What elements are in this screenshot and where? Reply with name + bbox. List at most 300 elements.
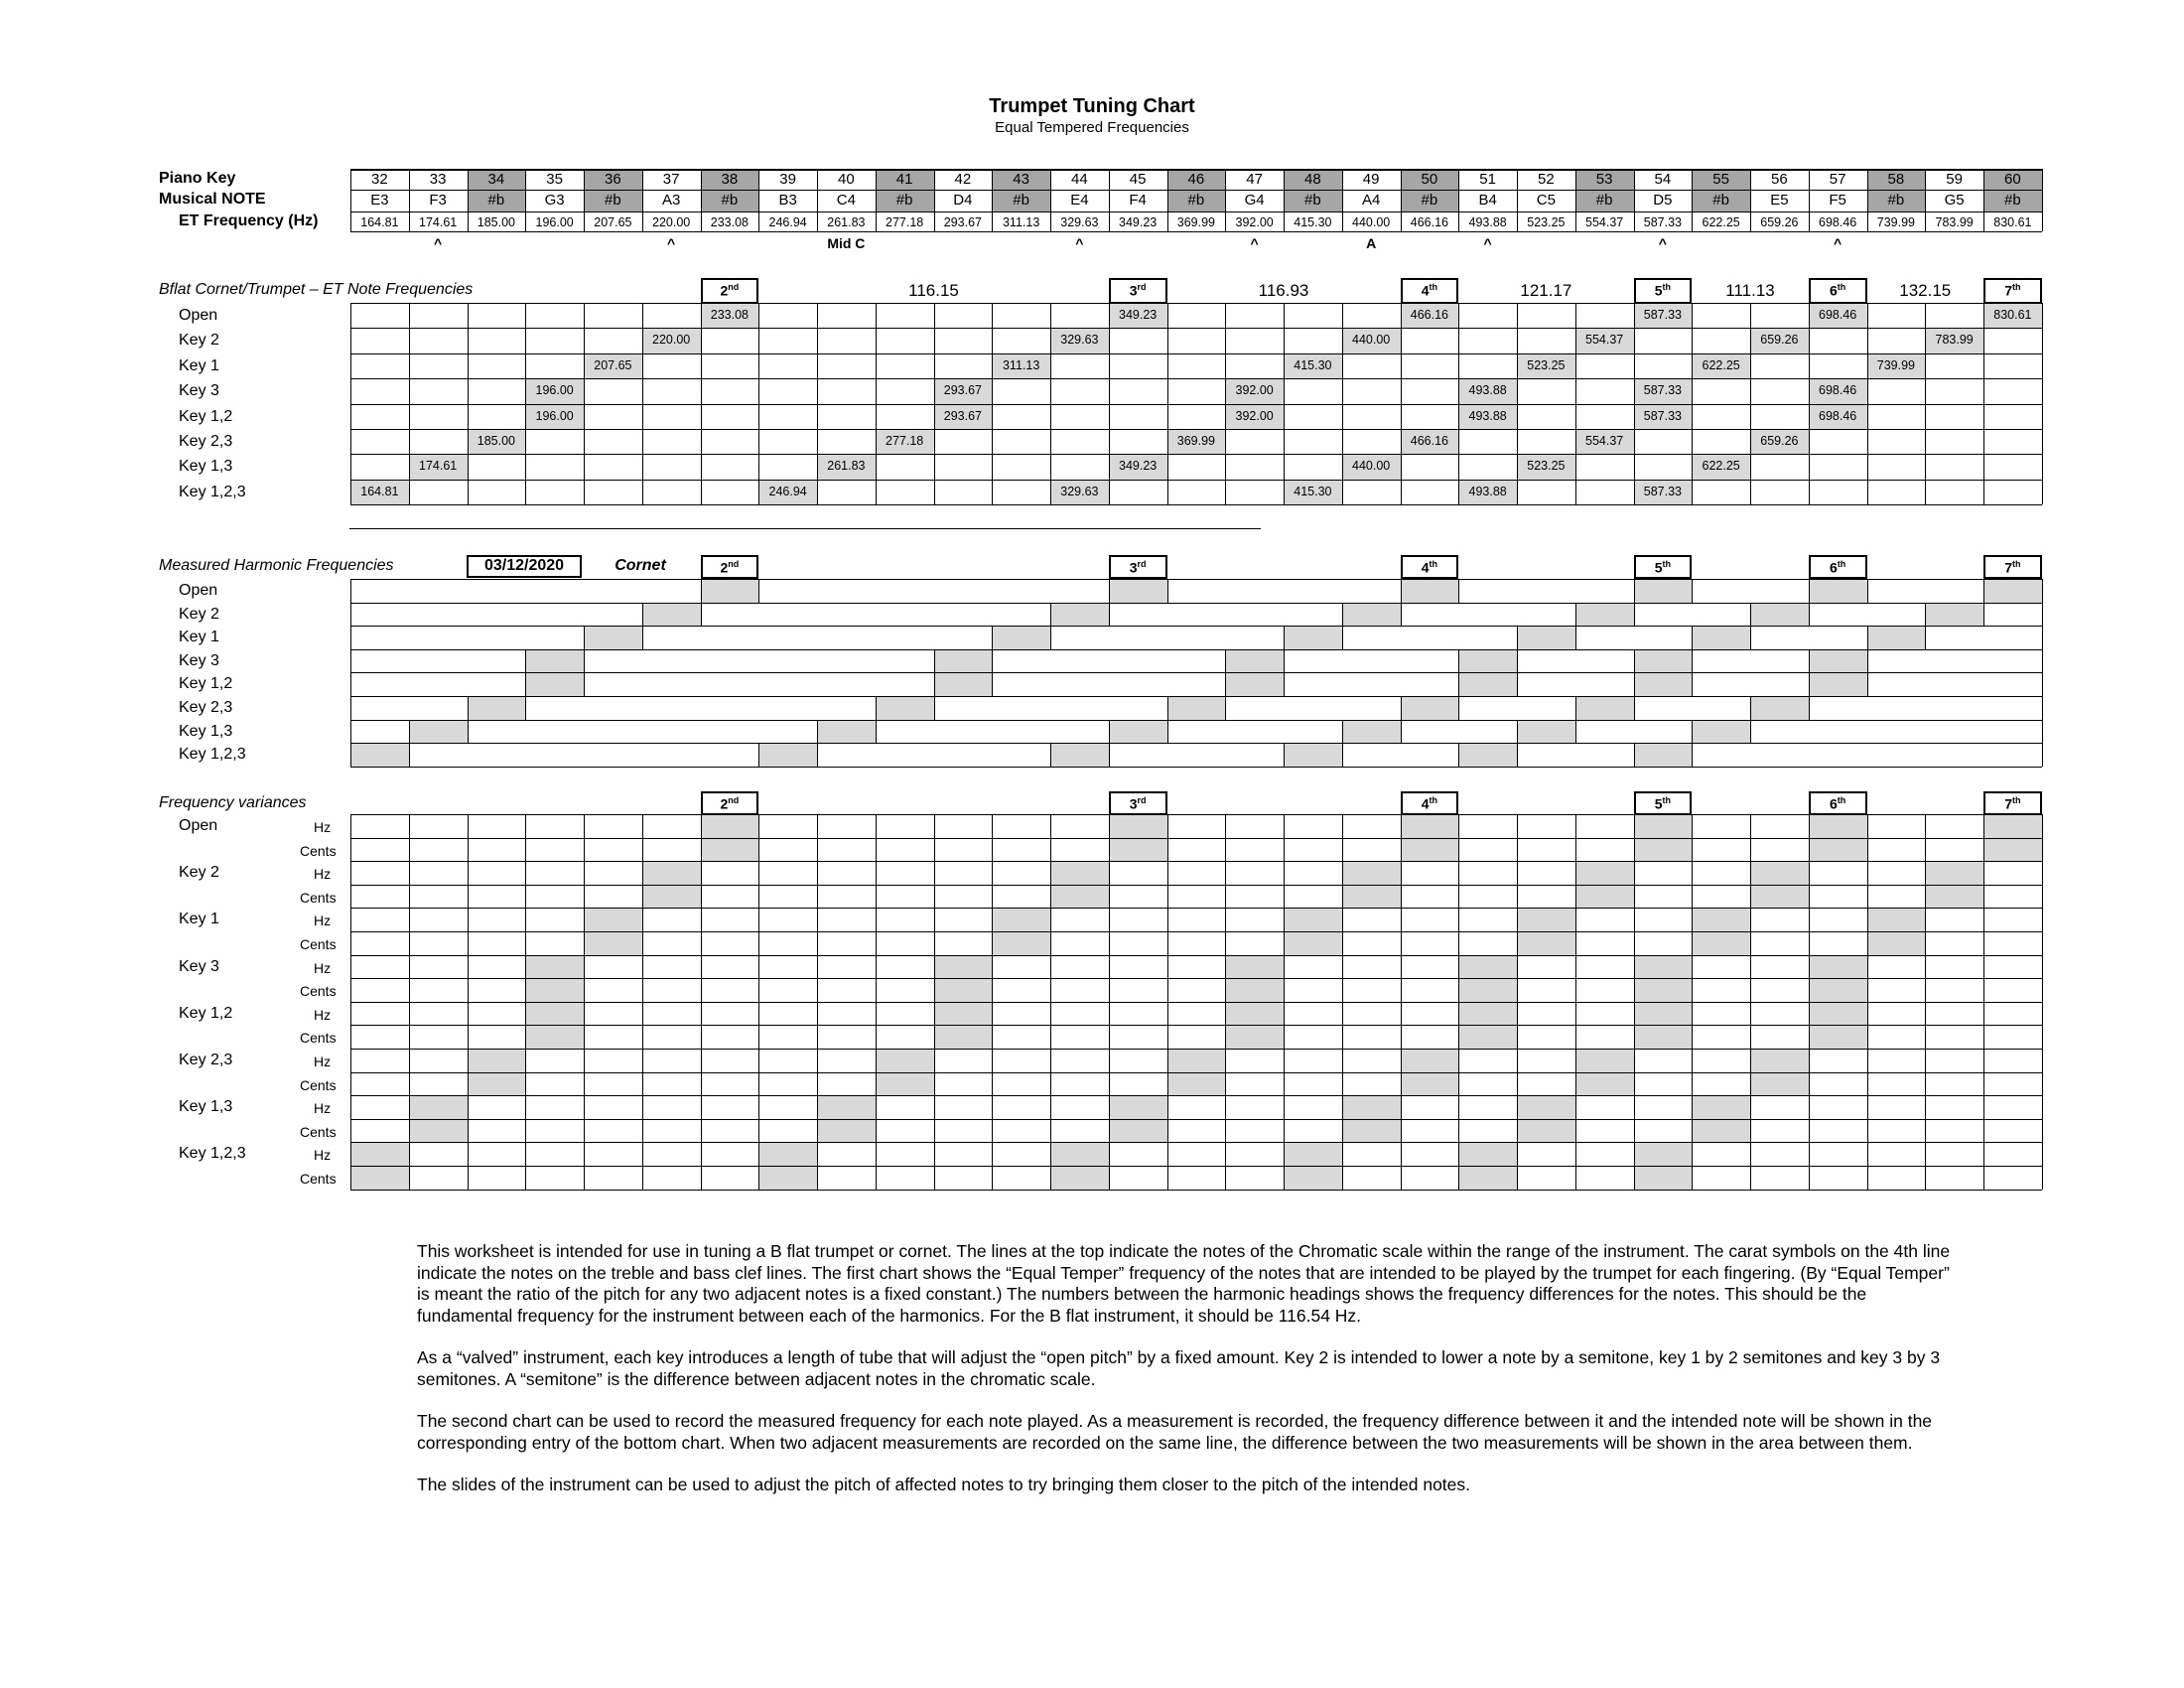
section1-harmonic-header — [1401, 278, 1459, 304]
grid-line — [1517, 169, 1518, 231]
fingering-label: Key 1,3 — [179, 1098, 233, 1116]
harmonic-difference: 116.15 — [908, 281, 959, 300]
measurement-input-cell[interactable] — [1517, 720, 1575, 744]
grid-line — [1867, 814, 1868, 1190]
fingering-label: Key 1,2,3 — [179, 746, 246, 764]
grid-line — [1692, 169, 1693, 231]
grid-line — [468, 696, 469, 720]
grid-line — [817, 303, 818, 504]
grid-line — [1517, 814, 1518, 1190]
note-cell: #b — [1284, 190, 1342, 211]
grid-line — [350, 1072, 2042, 1073]
grid-line — [350, 720, 351, 744]
grid-line — [1401, 720, 1402, 744]
grid-line — [409, 814, 410, 1190]
piano-key-cell: 45 — [1129, 171, 1147, 188]
grid-line — [992, 814, 993, 1190]
note-cell: #b — [1575, 190, 1634, 211]
grid-line — [1925, 814, 1926, 1190]
grid-line — [1750, 814, 1751, 1190]
measurement-input-cell[interactable] — [1575, 696, 1634, 720]
section1-harmonic-header — [1634, 278, 1693, 304]
frequency-cell: 233.08 — [710, 215, 749, 229]
note-cell: G4 — [1244, 192, 1265, 209]
grid-line — [1517, 743, 1518, 767]
measurement-input-cell[interactable] — [1809, 672, 1867, 696]
grid-line — [350, 211, 2042, 212]
et-note-cell: 622.25 — [1692, 454, 1750, 479]
measurement-input-cell[interactable] — [817, 720, 876, 744]
grid-line — [701, 603, 702, 627]
grid-line — [584, 814, 585, 1190]
measurement-input-cell[interactable] — [1809, 649, 1867, 673]
fingering-label: Key 1,2 — [179, 1004, 233, 1022]
section2-harmonic-header — [1401, 555, 1459, 579]
measurement-input-cell[interactable] — [1634, 649, 1693, 673]
grid-line — [1401, 814, 1402, 1190]
grid-line — [525, 303, 526, 504]
grid-line — [642, 169, 643, 231]
et-note-cell: 415.30 — [1284, 480, 1342, 504]
et-note-cell: 440.00 — [1342, 454, 1401, 479]
grid-line — [1342, 626, 1343, 649]
note-cell: E4 — [1070, 192, 1089, 209]
frequency-cell: 830.61 — [1993, 215, 2032, 229]
unit-cents-label: Cents — [300, 889, 337, 906]
measurement-input-cell[interactable] — [934, 649, 993, 673]
harmonic-number: 7 — [2004, 795, 2013, 812]
grid-line — [350, 169, 2042, 171]
et-note-cell: 185.00 — [468, 429, 526, 454]
grid-line — [992, 303, 993, 504]
grid-line — [1634, 743, 1635, 767]
grid-line — [1050, 626, 1051, 649]
section2-harmonic-header — [1634, 555, 1693, 579]
harmonic-number: 2 — [720, 795, 729, 812]
grid-line — [1050, 303, 1051, 504]
unit-hz-label: Hz — [314, 913, 332, 929]
harmonic-suffix: th — [2012, 795, 2021, 805]
piano-key-cell: 38 — [701, 169, 759, 190]
grid-line — [468, 303, 469, 504]
grid-line — [409, 169, 410, 231]
note-cell: #b — [1401, 190, 1459, 211]
section3-harmonic-header — [1109, 791, 1167, 815]
grid-line — [1109, 603, 1110, 627]
harmonic-suffix: th — [1429, 795, 1438, 805]
note-cell: D4 — [953, 192, 973, 209]
measurement-input-cell[interactable] — [1342, 720, 1401, 744]
frequency-cell: 174.61 — [419, 215, 458, 229]
note-cell: C4 — [836, 192, 856, 209]
grid-line — [1575, 814, 1576, 1190]
harmonic-difference: 121.17 — [1520, 281, 1572, 300]
harmonic-suffix: th — [1662, 559, 1672, 569]
measurement-input-cell[interactable] — [1517, 626, 1575, 649]
harmonic-number: 6 — [1829, 282, 1838, 299]
unit-cents-label: Cents — [300, 983, 337, 1000]
harmonic-number: 6 — [1829, 795, 1838, 812]
grid-line — [1284, 743, 1285, 767]
grid-line — [350, 328, 2042, 329]
et-note-cell: 369.99 — [1167, 429, 1226, 454]
unit-hz-label: Hz — [314, 959, 332, 976]
grid-line — [758, 169, 759, 231]
harmonic-suffix: nd — [728, 282, 740, 292]
fingering-label: Key 1 — [179, 911, 219, 928]
frequency-cell: 523.25 — [1527, 215, 1566, 229]
harmonic-number: 4 — [1421, 559, 1430, 576]
grid-line — [817, 743, 818, 767]
fingering-label: Key 1,2,3 — [179, 1145, 246, 1163]
grid-line — [1809, 649, 1810, 673]
et-note-cell: 233.08 — [701, 303, 759, 328]
grid-line — [992, 649, 993, 673]
grid-line — [2042, 743, 2043, 767]
instructions-paragraph-3: The second chart can be used to record the measured frequency for each note played. As a measurement is recorded, the frequency difference between it and the intended note will be shown in the corresponding entry of the bottom chart. When two adjacent measurements are recorded on the same line, the difference between the two measurements will be shown in the area between them. — [417, 1411, 1933, 1453]
clef-marker: ^ — [1250, 235, 1259, 251]
harmonic-number: 7 — [2004, 559, 2013, 576]
frequency-cell: 466.16 — [1410, 215, 1448, 229]
grid-line — [1167, 169, 1168, 231]
fingering-label: Key 2 — [179, 864, 219, 882]
grid-line — [1867, 672, 1868, 696]
grid-line — [1284, 649, 1285, 673]
grid-line — [1692, 814, 1693, 1190]
harmonic-difference: 116.93 — [1258, 281, 1309, 300]
grid-line — [350, 603, 351, 627]
harmonic-suffix: rd — [1137, 282, 1147, 292]
frequency-cell: 164.81 — [360, 215, 399, 229]
grid-line — [1225, 672, 1226, 696]
grid-line — [468, 720, 469, 744]
measurement-input-cell[interactable] — [525, 672, 584, 696]
grid-line — [758, 579, 759, 603]
grid-line — [1925, 603, 1926, 627]
section2-harmonic-header — [1983, 555, 2042, 579]
measurement-input-cell[interactable] — [1050, 603, 1109, 627]
grid-line — [1983, 814, 1984, 1190]
measurement-input-cell[interactable] — [992, 626, 1050, 649]
note-cell: E5 — [1770, 192, 1789, 209]
grid-line — [350, 1049, 2042, 1050]
grid-line — [584, 303, 585, 504]
note-cell: D5 — [1653, 192, 1673, 209]
frequency-cell: 587.33 — [1643, 215, 1682, 229]
grid-line — [584, 169, 585, 231]
measurement-input-cell[interactable] — [1225, 672, 1284, 696]
et-note-cell: 587.33 — [1634, 303, 1693, 328]
grid-line — [1750, 720, 1751, 744]
grid-line — [350, 743, 351, 767]
grid-line — [350, 649, 2042, 650]
grid-line — [1401, 696, 1402, 720]
grid-line — [2042, 720, 2043, 744]
grid-line — [350, 743, 2042, 744]
grid-line — [642, 626, 643, 649]
measurement-input-cell[interactable] — [468, 696, 526, 720]
section3-harmonic-header — [1809, 791, 1867, 815]
measurement-input-cell[interactable] — [642, 603, 701, 627]
et-note-cell: 392.00 — [1225, 404, 1284, 429]
grid-line — [1634, 696, 1635, 720]
piano-key-cell: 59 — [1946, 171, 1963, 188]
et-note-cell: 329.63 — [1050, 480, 1109, 504]
frequency-cell: 196.00 — [535, 215, 574, 229]
fingering-label: Key 3 — [179, 382, 219, 400]
grid-line — [2042, 649, 2043, 673]
grid-line — [350, 169, 351, 231]
grid-line — [1634, 169, 1635, 231]
grid-line — [1809, 169, 1810, 231]
grid-line — [1225, 696, 1226, 720]
measurement-input-cell[interactable] — [525, 649, 584, 673]
grid-line — [350, 626, 2042, 627]
grid-line — [350, 579, 351, 603]
section2-title: Measured Harmonic Frequencies — [159, 557, 394, 574]
measurement-input-cell[interactable] — [1342, 603, 1401, 627]
grid-line — [1867, 169, 1868, 231]
section1-harmonic-header — [1983, 278, 2042, 304]
grid-line — [1692, 649, 1693, 673]
harmonic-suffix: th — [1429, 559, 1438, 569]
unit-cents-label: Cents — [300, 1076, 337, 1093]
grid-line — [350, 454, 2042, 455]
grid-line — [2042, 169, 2043, 231]
grid-line — [1692, 303, 1693, 504]
grid-line — [1575, 603, 1576, 627]
measurement-input-cell[interactable] — [1284, 743, 1342, 767]
measurement-input-cell[interactable] — [1458, 672, 1517, 696]
piano-key-cell: 53 — [1575, 169, 1634, 190]
grid-line — [1809, 696, 1810, 720]
et-note-cell: 659.26 — [1750, 429, 1809, 454]
frequency-cell: 311.13 — [1002, 215, 1040, 229]
fingering-label: Key 2 — [179, 332, 219, 350]
grid-line — [1342, 303, 1343, 504]
measurement-input-cell[interactable] — [1401, 696, 1459, 720]
measurement-input-cell[interactable] — [1634, 743, 1693, 767]
harmonic-number: 4 — [1421, 795, 1430, 812]
grid-line — [1634, 649, 1635, 673]
fingering-label: Key 2,3 — [179, 1052, 233, 1068]
fingering-label: Key 1,3 — [179, 458, 233, 476]
grid-line — [409, 303, 410, 504]
grid-line — [1342, 169, 1343, 231]
measurement-input-cell[interactable] — [1109, 720, 1167, 744]
unit-cents-label: Cents — [300, 1123, 337, 1140]
grid-line — [350, 908, 2042, 909]
grid-line — [584, 672, 585, 696]
grid-line — [1634, 672, 1635, 696]
frequency-cell: 261.83 — [827, 215, 866, 229]
measurement-input-cell[interactable] — [1925, 603, 1983, 627]
piano-key-cell: 49 — [1362, 171, 1380, 188]
section1-harmonic-header — [1809, 278, 1867, 304]
frequency-cell: 220.00 — [652, 215, 691, 229]
grid-line — [350, 814, 2042, 815]
grid-line — [1809, 814, 1810, 1190]
measurement-input-cell[interactable] — [1983, 579, 2042, 603]
measurement-input-cell[interactable] — [584, 626, 642, 649]
measurement-input-cell[interactable] — [1867, 626, 1926, 649]
section2-harmonic-header — [1109, 555, 1167, 579]
note-cell: #b — [1167, 190, 1226, 211]
measurement-input-cell[interactable] — [1458, 649, 1517, 673]
frequency-cell: 493.88 — [1468, 215, 1507, 229]
piano-key-cell: 32 — [371, 171, 388, 188]
grid-line — [1575, 626, 1576, 649]
grid-line — [468, 169, 469, 231]
grid-line — [1284, 626, 1285, 649]
grid-line — [701, 303, 702, 504]
musical-note-label: Musical NOTE — [159, 191, 266, 208]
grid-line — [934, 696, 935, 720]
grid-line — [409, 720, 410, 744]
grid-line — [1575, 696, 1576, 720]
measurement-input-cell[interactable] — [409, 720, 468, 744]
measurement-input-cell[interactable] — [1284, 626, 1342, 649]
piano-key-cell: 34 — [468, 169, 526, 190]
grid-line — [1692, 579, 1693, 603]
grid-line — [1342, 814, 1343, 1190]
grid-line — [350, 404, 2042, 405]
measurement-input-cell[interactable] — [1225, 649, 1284, 673]
grid-line — [1050, 814, 1051, 1190]
measurement-input-cell[interactable] — [1809, 579, 1867, 603]
grid-line — [350, 885, 2042, 886]
grid-line — [1634, 303, 1635, 504]
harmonic-suffix: rd — [1137, 795, 1147, 805]
measurement-input-cell[interactable] — [1167, 696, 1226, 720]
measurement-date[interactable]: 03/12/2020 — [467, 555, 582, 578]
unit-hz-label: Hz — [314, 1054, 332, 1069]
measurement-input-cell[interactable] — [1692, 626, 1750, 649]
piano-key-label: Piano Key — [159, 170, 236, 187]
grid-line — [1634, 603, 1635, 627]
et-note-cell: 739.99 — [1867, 353, 1926, 378]
measurement-input-cell[interactable] — [1050, 743, 1109, 767]
grid-line — [1401, 303, 1402, 504]
grid-line — [992, 672, 993, 696]
fingering-label: Key 1,2,3 — [179, 483, 246, 500]
note-cell: #b — [584, 190, 642, 211]
unit-hz-label: Hz — [314, 1100, 332, 1117]
unit-cents-label: Cents — [300, 842, 337, 859]
grid-line — [350, 931, 2042, 932]
harmonic-suffix: th — [1837, 795, 1846, 805]
et-note-cell: 196.00 — [525, 378, 584, 403]
clef-marker: ^ — [1483, 235, 1492, 251]
note-cell: #b — [1692, 190, 1750, 211]
measurement-input-cell[interactable] — [1401, 579, 1459, 603]
page-subtitle: Equal Tempered Frequencies — [995, 119, 1189, 136]
frequency-cell: 277.18 — [886, 215, 924, 229]
section3-harmonic-header — [1634, 791, 1693, 815]
harmonic-number: 6 — [1829, 559, 1838, 576]
measurement-input-cell[interactable] — [1634, 579, 1693, 603]
measurement-input-cell[interactable] — [1692, 720, 1750, 744]
measurement-input-cell[interactable] — [876, 696, 934, 720]
et-note-cell: 783.99 — [1925, 328, 1983, 352]
grid-line — [1401, 603, 1402, 627]
grid-line — [1458, 814, 1459, 1190]
grid-line — [1109, 579, 1110, 603]
frequency-cell: 659.26 — [1760, 215, 1799, 229]
grid-line — [350, 480, 2042, 481]
grid-line — [876, 303, 877, 504]
measurement-input-cell[interactable] — [934, 672, 993, 696]
piano-key-cell: 44 — [1071, 171, 1088, 188]
grid-line — [350, 1119, 2042, 1120]
harmonic-number: 4 — [1421, 282, 1430, 299]
et-note-cell: 554.37 — [1575, 429, 1634, 454]
grid-line — [1634, 579, 1635, 603]
harmonic-suffix: th — [1662, 795, 1672, 805]
grid-line — [350, 504, 2042, 505]
note-cell: F4 — [1129, 192, 1147, 209]
grid-line — [525, 649, 526, 673]
et-note-cell: 466.16 — [1401, 303, 1459, 328]
grid-line — [1225, 649, 1226, 673]
fingering-label: Key 1 — [179, 356, 219, 374]
piano-key-cell: 41 — [876, 169, 934, 190]
piano-key-cell: 56 — [1771, 171, 1788, 188]
measurement-input-cell[interactable] — [1634, 672, 1693, 696]
frequency-cell: 739.99 — [1876, 215, 1915, 229]
et-note-cell: 587.33 — [1634, 480, 1693, 504]
grid-line — [758, 743, 759, 767]
measurement-input-cell[interactable] — [1575, 603, 1634, 627]
et-note-cell: 587.33 — [1634, 404, 1693, 429]
measurement-input-cell[interactable] — [1750, 603, 1809, 627]
measurement-input-cell[interactable] — [701, 579, 759, 603]
piano-key-cell: 35 — [546, 171, 563, 188]
unit-hz-label: Hz — [314, 819, 332, 835]
piano-key-cell: 36 — [584, 169, 642, 190]
grid-line — [1167, 814, 1168, 1190]
grid-line — [1925, 303, 1926, 504]
measurement-input-cell[interactable] — [1750, 696, 1809, 720]
grid-line — [1109, 303, 1110, 504]
et-note-cell: 261.83 — [817, 454, 876, 479]
grid-line — [350, 231, 2042, 232]
frequency-cell: 440.00 — [1352, 215, 1391, 229]
unit-hz-label: Hz — [314, 1147, 332, 1164]
grid-line — [350, 814, 351, 1190]
grid-line — [2042, 696, 2043, 720]
instructions-paragraph-1: This worksheet is intended for use in tuning a B flat trumpet or cornet. The lines at the top indicate the notes of the Chromatic scale within the range of the instrument. The carat symbols on the 4th line indicate the notes on the treble and bass clef lines. The first chart shows the “Equal Temper” frequency of the notes that are intended to be played by the trumpet for each fingering. (By “Equal Temper” is meant the ratio of the pitch for any two adjacent notes is a fixed constant.) The numbers between the harmonic headings shows the frequency differences for the notes. This should be the fundamental frequency for the instrument between each of the harmonics. For the B flat instrument, it should be 116.54 Hz. — [417, 1241, 1951, 1326]
grid-line — [350, 190, 2042, 191]
instructions-paragraph-2: As a “valved” instrument, each key introduces a length of tube that will adjust the “open pitch” by a fixed amount. Key 2 is intended to lower a note by a semitone, key 1 by 2 semitones and key 3 by 3 semitones. A “semitone” is the difference between adjacent notes in the chromatic scale. — [417, 1347, 1941, 1389]
measurement-input-cell[interactable] — [758, 743, 817, 767]
note-cell: F5 — [1829, 192, 1846, 209]
grid-line — [2042, 603, 2043, 627]
measurement-input-cell[interactable] — [1109, 579, 1167, 603]
grid-line — [350, 861, 2042, 862]
grid-line — [1284, 672, 1285, 696]
harmonic-suffix: th — [2012, 559, 2021, 569]
fingering-label: Open — [179, 817, 218, 834]
section1-harmonic-header — [1109, 278, 1167, 304]
grid-line — [642, 603, 643, 627]
measurement-input-cell[interactable] — [1458, 743, 1517, 767]
note-cell: B4 — [1478, 192, 1497, 209]
grid-line — [1575, 169, 1576, 231]
harmonic-suffix: th — [2012, 282, 2021, 292]
page-title: Trumpet Tuning Chart — [989, 95, 1195, 117]
measurement-input-cell[interactable] — [350, 743, 409, 767]
